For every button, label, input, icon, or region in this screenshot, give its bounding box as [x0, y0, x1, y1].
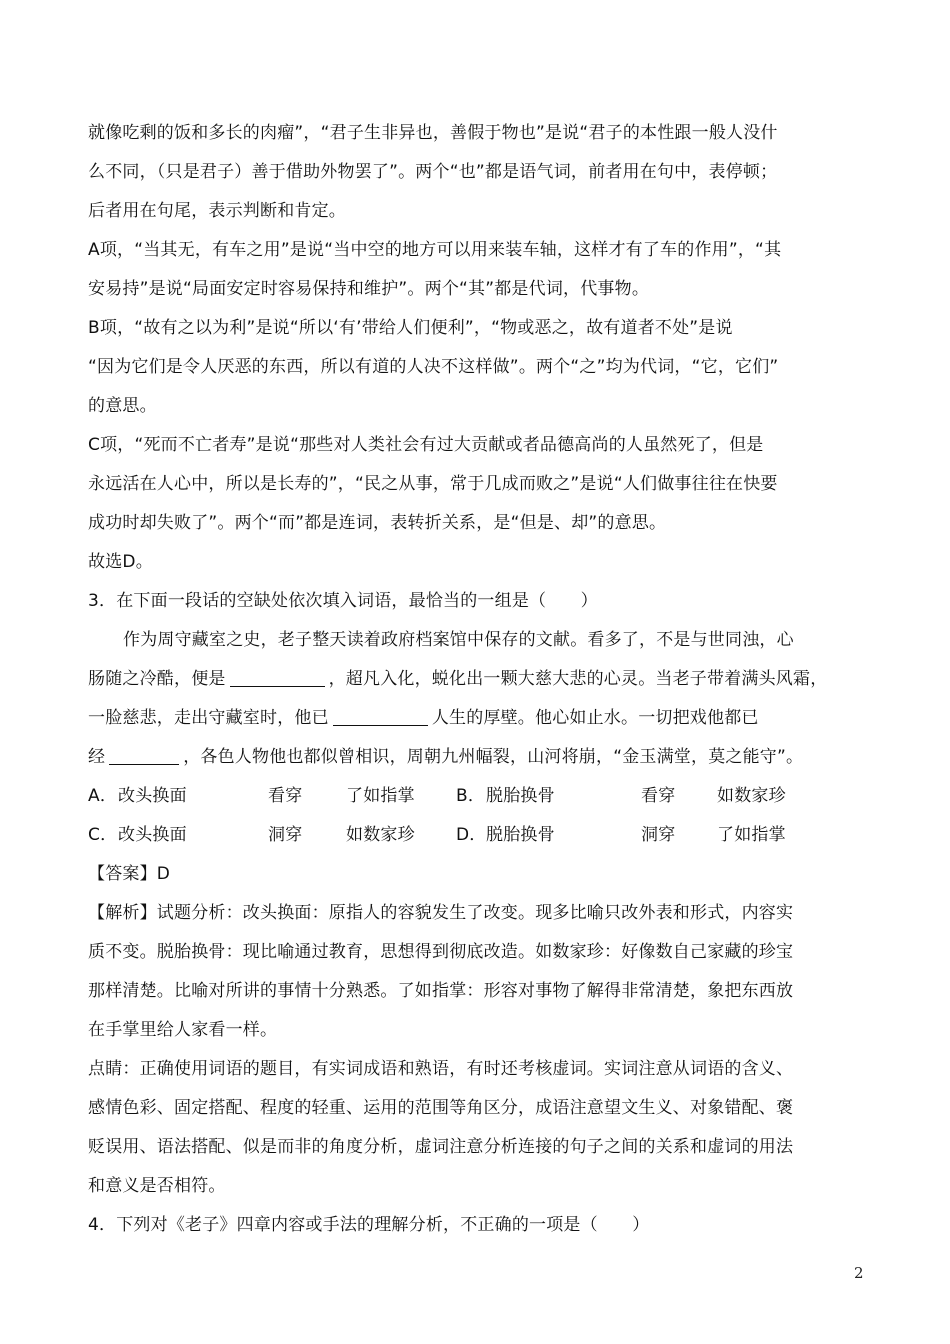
passage-text: 一脸慈悲，走出守藏室时，他已	[88, 708, 329, 728]
option-word: 洞穿	[641, 825, 676, 845]
text-line: B项，“故有之以为利”是说“所以‘有’带给人们便利”，“物或恶之，故有道者不处”是说	[88, 318, 733, 338]
option-word: 了如指掌	[346, 786, 415, 806]
text-line: 永远活在人心中，所以是长寿的”，“民之从事，常于几成而败之”是说“人们做事往往在快要	[88, 474, 778, 494]
options-row	[88, 816, 878, 855]
passage-text: ，超凡入化，蜕化出一颗大慈大悲的心灵。当老子带着满头风霜，	[328, 669, 828, 689]
question-4-stem: 4．下列对《老子》四章内容或手法的理解分析，不正确的一项是（ ）	[88, 1215, 650, 1235]
fill-blank-1	[230, 664, 325, 687]
option-word: 脱胎换骨	[486, 786, 555, 806]
fill-blank-2	[333, 703, 428, 726]
text-line: 成功时却失败了”。两个“而”都是连词，表转折关系，是“但是、却”的意思。	[88, 513, 667, 533]
passage-text: 肠随之冷酷，便是	[88, 669, 226, 689]
analysis-line: 和意义是否相符。	[88, 1176, 226, 1196]
passage-line	[88, 699, 878, 738]
text-line: 就像吃剩的饭和多长的肉瘤”，“君子生非异也，善假于物也”是说“君子的本性跟一般人没什	[88, 123, 778, 143]
option-word: 改头换面	[118, 825, 187, 845]
analysis-line: 感情色彩、固定搭配、程度的轻重、运用的范围等角区分，成语注意望文生义、对象错配、褒	[88, 1098, 794, 1118]
option-word: 脱胎换骨	[486, 825, 555, 845]
analysis-line: 贬误用、语法搭配、似是而非的角度分析，虚词注意分析连接的句子之间的关系和虚词的用法	[88, 1137, 794, 1157]
text-line: 么不同，（只是君子）善于借助外物罢了”。两个“也”都是语气词，前者用在句中，表停顿；	[88, 162, 778, 182]
text-line: C项，“死而不亡者寿”是说“那些对人类社会有过大贡献或者品德高尚的人虽然死了，但是	[88, 435, 764, 455]
text-line: A项，“当其无，有车之用”是说“当中空的地方可以用来装车轴，这样才有了车的作用”，“其	[88, 240, 782, 260]
page-content	[88, 114, 878, 1245]
analysis-line: 【解析】试题分析：改头换面：原指人的容貌发生了改变。现多比喻只改外表和形式，内容实	[88, 903, 794, 923]
passage-line	[88, 660, 878, 699]
options-row	[88, 777, 878, 816]
analysis-line: 质不变。脱胎换骨：现比喻通过教育，思想得到彻底改造。如数家珍：好像数自己家藏的珍宝	[88, 942, 794, 962]
option-word: 了如指掌	[717, 825, 786, 845]
page-number: 2	[854, 1264, 864, 1282]
option-label: D．	[456, 825, 487, 845]
analysis-line: 点睛：正确使用词语的题目，有实词成语和熟语，有时还考核虚词。实词注意从词语的含义、	[88, 1059, 794, 1079]
text-line: 故选D。	[88, 552, 153, 572]
answer-line: 【答案】D	[88, 864, 171, 884]
question-3-stem: 3．在下面一段话的空缺处依次填入词语，最恰当的一组是（ ）	[88, 591, 598, 611]
analysis-line: 那样清楚。比喻对所讲的事情十分熟悉。了如指掌：形容对事物了解得非常清楚，象把东西放	[88, 981, 794, 1001]
passage-text: 人生的厚壁。他心如止水。一切把戏他都已	[431, 708, 759, 728]
passage-text: 经	[88, 747, 106, 767]
passage-line: 作为周守藏室之史，老子整天读着政府档案馆中保存的文献。看多了，不是与世同浊，心	[123, 630, 794, 650]
option-word: 如数家珍	[717, 786, 786, 806]
option-word: 看穿	[268, 786, 303, 806]
option-label: A．	[88, 786, 118, 806]
text-line: 的意思。	[88, 396, 157, 416]
analysis-line: 在手掌里给人家看一样。	[88, 1020, 278, 1040]
fill-blank-3	[109, 742, 179, 765]
option-label: C．	[88, 825, 118, 845]
option-word: 看穿	[641, 786, 676, 806]
text-line: 后者用在句尾，表示判断和肯定。	[88, 201, 346, 221]
option-word: 洞穿	[268, 825, 303, 845]
option-word: 如数家珍	[346, 825, 415, 845]
passage-line	[88, 738, 878, 777]
passage-text: ，各色人物他也都似曾相识，周朝九州幅裂，山河将崩，“金玉满堂，莫之能守”。	[183, 747, 804, 767]
text-line: “因为它们是令人厌恶的东西，所以有道的人决不这样做”。两个“之”均为代词，“它，它们”	[88, 357, 779, 377]
option-word: 改头换面	[118, 786, 187, 806]
option-label: B．	[456, 786, 486, 806]
text-line: 安易持”是说“局面安定时容易保持和维护”。两个“其”都是代词，代事物。	[88, 279, 650, 299]
